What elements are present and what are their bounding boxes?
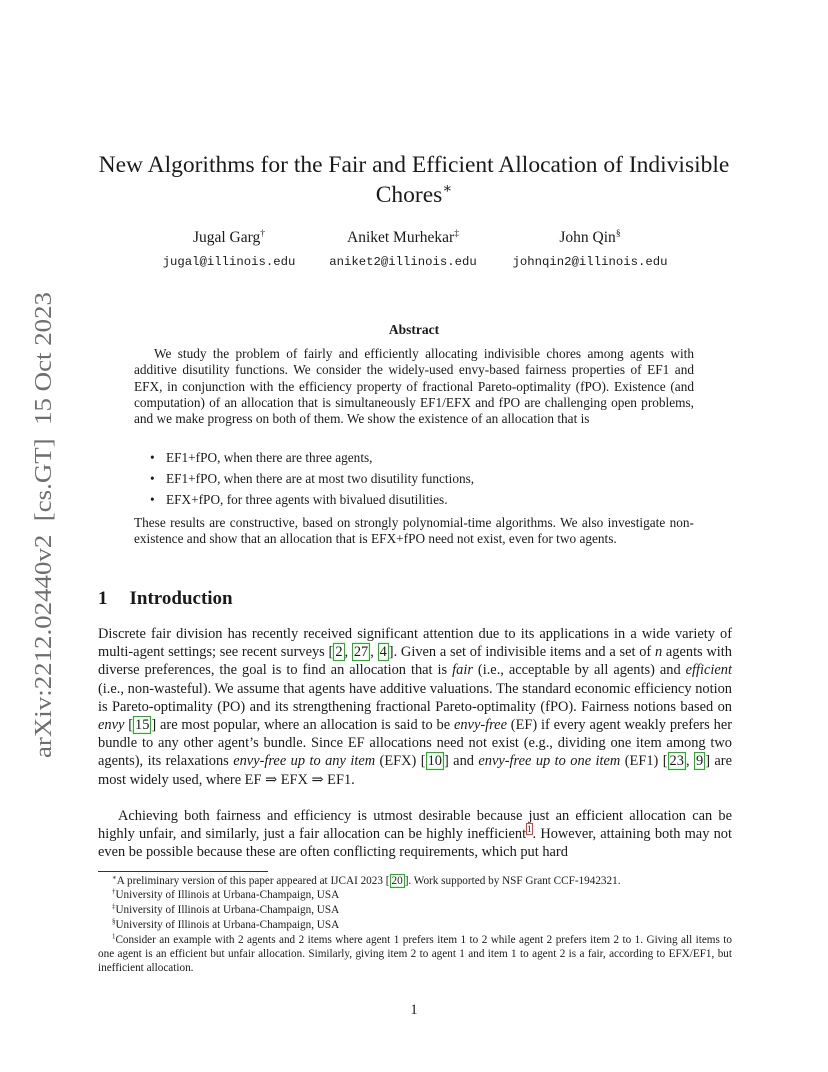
citation-link[interactable]: 2: [335, 644, 343, 661]
bullet-symbol: •: [150, 471, 155, 486]
author-email-1: jugal@illinois.edu: [162, 255, 296, 269]
footnote-affiliation-2: ‡University of Illinois at Urbana-Champaign, USA: [112, 902, 340, 916]
section-number: 1: [98, 588, 108, 609]
citation-link[interactable]: 4: [379, 644, 387, 661]
abstract-paragraph-1: We study the problem of fairly and efficiently allocating indivisible chores among agents with additive disutility functions. We consider the widely-used envy-based fairness properties of EF1 and EFX, in conjunction with the efficiency property of fractional Pareto-optimality (fPO). Existence (and computation) of an allocation that is simultaneously EF1/EFX and fPO are challenging open problems, and we make progress on both of them. We show the existence of an allocation that is: [134, 346, 694, 427]
footnote-affiliation-1: †University of Illinois at Urbana-Champaign, USA: [112, 887, 340, 901]
author-name-1: Jugal Garg†: [192, 227, 266, 246]
section-title: Introduction: [129, 588, 233, 609]
abstract-heading: Abstract: [388, 322, 440, 337]
author-email-3: johnqin2@illinois.edu: [512, 255, 668, 269]
bullet-symbol: •: [150, 492, 155, 507]
title-line-2: Chores∗: [375, 181, 453, 208]
section-heading: [98, 588, 233, 610]
intro-paragraph-1: Discrete fair division has recently received significant attention due to its applications in a wide variety of multi-agent settings; see recent surveys [ 2 , 27 , 4 ]. Given a set of indivisible items and a set of n agents with diverse preferences, the goal is to find an allocation that is fair (i.e., acceptable by all agents) and efficient (i.e., non-wasteful). We assume that agents have additive valuations. The standard economic efficiency notion is Pareto-optimality (PO) and its strengthening fractional Pareto-optimality (fPO). Fairness notions based on envy [ 15 ] are most popular, where an allocation is said to be envy-free (EF) if every agent weakly prefers her bundle to any other agent’s bundle. Since EF allocations need not exist (e.g., dividing one item among two agents), its relaxations envy-free up to any item (EFX) [ 10 ] and envy-free up to one item (EF1) [ 23 , 9 ] are most widely used, where EF ⇒ EFX ⇒ EF1.: [98, 626, 732, 788]
citation-link[interactable]: 23: [669, 753, 684, 770]
arxiv-identifier-stamp: [13, 290, 61, 760]
abstract-bullet-2: • EF1+fPO, when there are at most two disutility functions,: [150, 471, 475, 486]
author-name-3: John Qin§: [559, 227, 621, 246]
footnote-affiliation-3: §University of Illinois at Urbana-Champaign, USA: [112, 917, 340, 931]
title-footnote-mark: ∗: [442, 181, 453, 198]
footnote-example: $^1$Consider an example with 2 agents and 2 items where agent 1 prefers item 1 to 2 while agent 2 prefers item 2 to 1. Giving all items to one agent is an efficient but unfair allocation. Similarly, giving item 2 to agent 1 and item 1 to agent 2 is a fair, according to EFX/EF1, but inefficient allocation.: [98, 932, 732, 975]
abstract-bullet-3: • EFX+fPO, for three agents with bivalued disutilities.: [150, 492, 448, 507]
citation-link[interactable]: 10: [427, 753, 442, 770]
footnote-preliminary: ∗A preliminary version of this paper appeared at IJCAI 2023 [ 20 ]. Work supported by NSF Grant CCF-1942321.: [112, 873, 621, 887]
citation-link[interactable]: 9: [695, 753, 704, 770]
author-email-2: aniket2@illinois.edu: [329, 255, 477, 269]
author-name-2: Aniket Murhekar‡: [347, 227, 459, 246]
paper-title: [60, 150, 768, 210]
citation-link[interactable]: 27: [353, 644, 369, 661]
page-number: 1: [410, 1002, 418, 1018]
title-line-1: New Algorithms for the Fair and Efficient Allocation of Indivisible: [98, 152, 730, 178]
bullet-symbol: •: [150, 450, 155, 465]
abstract-bullet-1: • EF1+fPO, when there are three agents,: [150, 450, 373, 465]
abstract-paragraph-2: These results are constructive, based on strongly polynomial-time algorithms. We also investigate non-existence and show that an allocation that is EFX+fPO need not exist, even for two agents.: [134, 515, 694, 547]
footnote-reference-link[interactable]: 1: [527, 824, 532, 835]
intro-paragraph-2: Achieving both fairness and efficiency is utmost desirable because just an efficient allocation can be highly unfair, and similarly, just a fair allocation can be highly inefficient$^1$. However, attaining both may not even be possible because these are often conflicting requirements, which put hard: [98, 808, 732, 861]
citation-link[interactable]: 20: [391, 875, 403, 887]
footnote-divider: [98, 871, 268, 872]
arxiv-stamp-text: arXiv:2212.02440v2 [cs.GT] 15 Oct 2023: [30, 333, 57, 758]
citation-link[interactable]: 15: [135, 717, 150, 734]
